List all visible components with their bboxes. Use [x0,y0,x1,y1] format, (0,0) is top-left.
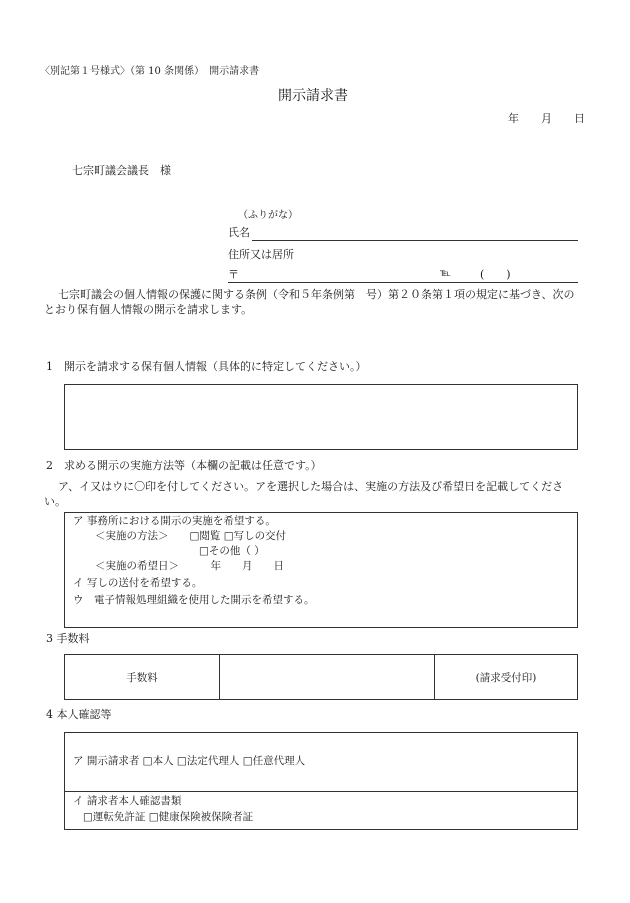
fee-table [64,654,578,700]
identity-box [64,732,578,830]
desired-date[interactable]: ＜実施の希望日＞ 年 月 日 [95,560,284,572]
requester-type[interactable]: ア 開示請求者 □本人 □法定代理人 □任意代理人 [73,755,306,767]
fee-label: 手数料 [65,655,220,700]
name-field-line[interactable] [252,240,578,241]
form-reference: 〈別記第１号様式〉（第 10 条関係） 開示請求書 [40,66,260,77]
section2-heading: 2 求める開示の実施方法等（本欄の記載は任意です。） [46,459,322,472]
row-divider [65,791,577,792]
personal-info-box[interactable] [64,384,578,450]
date-line: 年 月 日 [508,112,585,125]
fee-value-cell[interactable] [220,655,435,700]
option-i[interactable]: イ 写しの送付を希望する。 [73,577,203,589]
name-label: 氏名 [228,226,250,239]
furigana-label: （ふりがな） [238,210,298,221]
method-other[interactable]: □その他（ ） [199,545,265,557]
option-u[interactable]: ウ 電子情報処理組織を使用した開示を希望する。 [73,594,315,606]
section2-instruction: ア、イ又はウに〇印を付してください。アを選択した場合は、実施の方法及び希望日を記載してください。 [44,480,564,508]
document-title: 開示請求書 [278,88,348,104]
postal-mark: 〒 [228,268,239,281]
id-docs-options[interactable]: □運転免許証 □健康保険被保険者証 [83,811,254,823]
reception-stamp: (請求受付印) [435,655,578,700]
section3-heading: 3 手数料 [46,632,90,645]
option-a[interactable]: ア 事務所における開示の実施を希望する。 [73,515,276,527]
intro-paragraph: 七宗町議会の個人情報の保護に関する条例（令和５年条例第 号）第２０条第１項の規定に基づき、次のとおり保有個人情報の開示を請求します。 [44,288,575,316]
tel-label: ℡ [440,268,451,279]
id-docs-title: イ 請求者本人確認書類 [73,795,182,807]
address-label: 住所又は居所 [228,248,294,261]
tel-paren: ( ) [480,268,511,281]
section1-heading: 1 開示を請求する保有個人情報（具体的に特定してください。） [46,360,367,373]
addressee: 七宗町議会議長 様 [72,164,171,177]
section4-heading: 4 本人確認等 [46,708,112,721]
address-field-line[interactable] [228,282,578,283]
method-options[interactable]: ＜実施の方法＞ □閲覧 □写しの交付 [95,530,287,542]
method-box[interactable] [64,512,578,628]
